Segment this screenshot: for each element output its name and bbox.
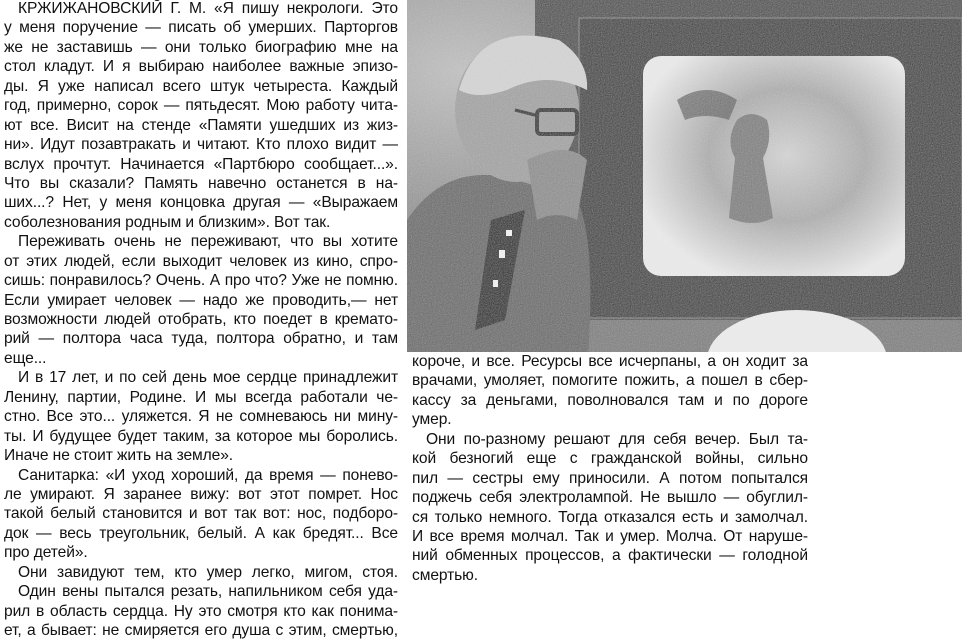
text-line: Они завидуют тем, кто умер легко, мигом, стоя. <box>18 563 398 581</box>
text-line: сишь: понравилось? Очень. А про что? Уже не помню. <box>4 272 398 290</box>
text-line: стол кладут. И я выбираю наиболее важные эпизо- <box>4 58 398 76</box>
text-line: ты. И будущее будет таким, за которое мы боролись. <box>4 427 398 445</box>
text-line: пил — сестры ему приносили. А потом попытался <box>412 469 808 487</box>
text-line: ют все. Висит на стенде «Памяти ушедших из жиз- <box>4 116 398 134</box>
text-line: рий — полтора часа туда, полтора обратно, и там <box>4 330 398 348</box>
text-line: ся только немного. Тогда отказался есть и замолчал. <box>412 508 808 526</box>
text-line: ле умирают. Я заранее вижу: вот этот помрет. Нос <box>4 485 398 503</box>
text-line: И в 17 лет, и по сей день мое сердце принадлежит <box>18 369 398 387</box>
text-line: кассу за деньгами, поволновался там и по дороге <box>412 391 808 409</box>
text-line: Иначе не стоит жить на земле». <box>4 447 234 465</box>
text-line: же не заставишь — они только биографию мне на <box>4 38 398 56</box>
right-text-column <box>412 352 808 585</box>
text-line: КРЖИЖАНОВСКИЙ Г. М. «Я пишу некрологи. Это <box>18 0 398 17</box>
text-line: ни». Идут позавтракать и читают. Кто плохо видит — <box>4 136 398 154</box>
text-line: умер. <box>412 411 452 429</box>
text-line: ний обменных процессов, а фактически — голодной <box>412 547 808 565</box>
text-line: еще... <box>4 349 47 367</box>
text-line: короче, и все. Ресурсы все исчерпаны, а он ходит за <box>412 353 808 370</box>
text-line: док — весь треугольник, белый. А как бредят... Все <box>4 524 398 542</box>
text-line: Ленину, партии, Родине. И мы всегда работали че- <box>4 388 398 406</box>
text-line: стно. Все это... уляжется. Я не сомневаюсь ни мину- <box>4 408 398 426</box>
text-line: Если умирает человек — надо же проводить,— нет <box>4 291 398 309</box>
text-line: вслух прочтут. Начинается «Партбюро сообщает...». <box>4 155 398 173</box>
left-text-column <box>4 0 398 640</box>
text-line: год, примерно, сорок — пятьдесят. Мою работу чита- <box>4 97 398 115</box>
photo-man-watching-tv <box>407 0 962 352</box>
text-line: про детей». <box>4 544 88 562</box>
text-line: Санитарка: «И уход хороший, да время — понево- <box>18 466 398 484</box>
text-line: такой белый становится и вот так вот: нос, подборо- <box>4 505 398 523</box>
text-line: ды. Я уже написал всего штук четыреста. Каждый <box>4 77 398 95</box>
text-line: возможности людей отобрать, кто поедет в кремато- <box>4 311 398 328</box>
text-line: ших...? Нет, у меня концовка другая — «Выражаем <box>4 194 398 212</box>
text-line: ет, а бывает: не смиряется его душа с этим, смертью, <box>4 622 398 639</box>
photo-illustration <box>407 0 962 352</box>
text-line: от этих людей, если выходит человек из кино, спро- <box>4 252 398 270</box>
text-line: И все время молчал. Так и умер. Молча. От наруше- <box>412 527 808 545</box>
text-line: смертью. <box>412 566 479 584</box>
text-line: Переживать очень не переживают, что вы хотите <box>18 233 398 251</box>
text-line: врачами, умоляет, помогите пожить, а пошел в сбер- <box>412 372 808 390</box>
text-line: Что вы сказали? Память навечно останется в на- <box>4 174 398 192</box>
text-line: рил в область сердца. Ну это смотря кто как понима- <box>4 602 398 620</box>
text-line: у меня поручение — писать об умерших. Парторгов <box>4 19 398 37</box>
text-line: соболезнования родным и близким». Вот так. <box>4 213 331 231</box>
text-line: поджечь себя электролампой. Не вышло — обуглил- <box>412 489 808 507</box>
text-line: Они по-разному решают для себя вечер. Был та- <box>426 430 808 448</box>
text-line: кой безногий еще с гражданской войны, сильно <box>412 450 808 468</box>
text-line: Один вены пытался резать, напильником себя уда- <box>18 583 398 601</box>
